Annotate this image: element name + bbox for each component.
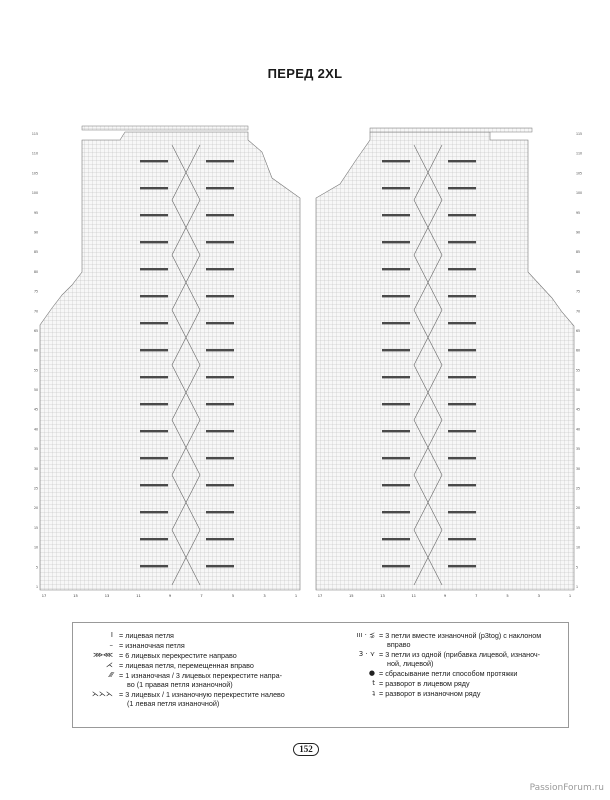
cable-cross-mark bbox=[448, 538, 476, 540]
column-number: 13 bbox=[380, 594, 385, 598]
cable-cross-mark bbox=[448, 349, 476, 351]
row-number: 55 bbox=[576, 368, 581, 373]
cable-cross-mark bbox=[206, 538, 234, 540]
row-number: 100 bbox=[31, 191, 38, 196]
legend-text bbox=[379, 650, 567, 668]
row-number: 85 bbox=[576, 250, 581, 255]
row-number: 5 bbox=[35, 565, 38, 570]
cable-cross-mark bbox=[140, 268, 168, 270]
row-number: 90 bbox=[33, 230, 38, 235]
legend-text-line: = лицевая петля bbox=[119, 631, 174, 640]
legend-item bbox=[73, 690, 323, 709]
legend-item bbox=[73, 651, 323, 661]
cable-cross-mark bbox=[448, 187, 476, 189]
cable-cross-mark bbox=[140, 160, 168, 162]
legend-text-line: = 3 лицевых / 1 изнаночную перекрестите налево bbox=[119, 690, 285, 699]
row-number: 95 bbox=[33, 210, 38, 215]
row-number: 10 bbox=[576, 545, 581, 550]
row-number: 20 bbox=[576, 506, 581, 511]
bind-off-icon: ● bbox=[368, 669, 375, 677]
row-number: 1 bbox=[576, 585, 579, 589]
row-number: 105 bbox=[576, 171, 583, 176]
row-number: 50 bbox=[576, 388, 581, 393]
legend-text bbox=[119, 671, 315, 689]
row-number: 75 bbox=[576, 289, 581, 294]
legend-item bbox=[73, 661, 323, 671]
cable-cross-mark bbox=[140, 376, 168, 378]
cable-cross-mark bbox=[206, 322, 234, 324]
row-number: 60 bbox=[33, 348, 38, 353]
legend-item bbox=[323, 679, 569, 689]
left-column-numbers bbox=[42, 594, 297, 598]
cable-cross-mark bbox=[206, 160, 234, 162]
cable-cross-mark bbox=[382, 538, 410, 540]
legend-text bbox=[119, 641, 315, 650]
row-number: 110 bbox=[576, 151, 583, 156]
cable-cross-mark bbox=[140, 322, 168, 324]
cable-cross-mark bbox=[382, 349, 410, 351]
row-number: 45 bbox=[33, 407, 38, 412]
cable-cross-mark bbox=[206, 376, 234, 378]
cable-cross-mark bbox=[382, 187, 410, 189]
legend-text-line: = изнаночная петля bbox=[119, 641, 185, 650]
legend-item bbox=[73, 641, 323, 651]
cable-cross-mark bbox=[448, 565, 476, 567]
legend-text-line: = 3 петли из одной (прибавка лицевой, изнаноч- bbox=[379, 650, 541, 659]
row-number: 105 bbox=[31, 171, 38, 176]
increase-3-icon: 3 · ⋎ bbox=[358, 650, 375, 658]
row-number: 25 bbox=[33, 486, 38, 491]
column-number: 3 bbox=[263, 594, 266, 598]
row-number: 65 bbox=[576, 328, 581, 333]
column-number: 1 bbox=[294, 594, 298, 598]
cable-cross-mark bbox=[140, 241, 168, 243]
cable-cross-mark bbox=[382, 457, 410, 459]
legend-text-continuation: (1 левая петля изнаночной) bbox=[127, 699, 220, 708]
column-number: 13 bbox=[104, 594, 110, 598]
legend-text bbox=[379, 669, 567, 678]
cable-cross-mark bbox=[206, 457, 234, 459]
cable-cross-mark bbox=[140, 430, 168, 432]
cable-cross-mark bbox=[448, 214, 476, 216]
cable-cross-mark bbox=[140, 565, 168, 567]
watermark: PassionForum.ru bbox=[529, 783, 604, 793]
cable-cross-mark bbox=[140, 187, 168, 189]
row-number: 110 bbox=[31, 151, 38, 156]
row-number: 80 bbox=[576, 269, 581, 274]
page-number: 152 bbox=[293, 743, 319, 756]
row-number: 80 bbox=[33, 269, 38, 274]
left-row-numbers bbox=[32, 132, 38, 589]
cable-cross-mark bbox=[382, 511, 410, 513]
cable-cross-mark bbox=[448, 241, 476, 243]
row-number: 85 bbox=[33, 250, 38, 255]
row-number: 115 bbox=[576, 132, 583, 136]
cable-cross-mark bbox=[206, 349, 234, 351]
cable-cross-mark bbox=[206, 268, 234, 270]
legend-item bbox=[73, 671, 323, 690]
row-number: 35 bbox=[33, 447, 38, 452]
legend-text-line: = 3 петли вместе изнаночной (p3tog) с наклоном bbox=[379, 631, 542, 640]
row-number: 30 bbox=[576, 466, 581, 471]
cable-cross-mark bbox=[206, 214, 234, 216]
cable-cross-mark bbox=[448, 160, 476, 162]
cross-right-icon: ⁄⁄⁄ bbox=[109, 671, 113, 679]
column-number: 9 bbox=[168, 594, 172, 598]
row-number: 75 bbox=[33, 289, 38, 294]
row-number: 40 bbox=[576, 427, 581, 432]
p3tog-icon: ııı · ⋨ bbox=[356, 631, 375, 639]
cable-cross-mark bbox=[448, 457, 476, 459]
column-number: 11 bbox=[136, 594, 141, 598]
cable-cross-mark bbox=[140, 457, 168, 459]
cable-6-right-icon: ⋙⋘ bbox=[93, 651, 113, 659]
column-number: 7 bbox=[475, 594, 478, 598]
row-number: 95 bbox=[576, 210, 581, 215]
legend-text bbox=[379, 631, 567, 649]
legend-text-line: = разворот в изнаночном ряду bbox=[379, 689, 481, 698]
cable-cross-mark bbox=[382, 565, 410, 567]
legend-text-line: = сбрасывание петли способом протяжки bbox=[379, 669, 518, 678]
cable-cross-mark bbox=[382, 268, 410, 270]
row-number: 55 bbox=[33, 368, 38, 373]
cable-cross-mark bbox=[448, 430, 476, 432]
legend-right-column bbox=[323, 631, 569, 699]
column-number: 15 bbox=[348, 594, 354, 598]
legend-text-line: = лицевая петля, перемещенная вправо bbox=[119, 661, 254, 670]
legend-text-continuation: вправо bbox=[387, 640, 411, 649]
page-title: ПЕРЕД 2XL bbox=[267, 66, 343, 81]
cable-cross-mark bbox=[206, 565, 234, 567]
right-column-numbers bbox=[318, 594, 571, 598]
cable-cross-mark bbox=[448, 511, 476, 513]
cable-cross-mark bbox=[206, 430, 234, 432]
cable-cross-mark bbox=[140, 511, 168, 513]
row-number: 15 bbox=[33, 525, 38, 530]
turn-rs-icon: t bbox=[372, 679, 375, 687]
row-number: 70 bbox=[33, 309, 38, 314]
column-number: 17 bbox=[317, 594, 323, 598]
knit-stitch-icon: I bbox=[110, 631, 113, 639]
row-number: 65 bbox=[33, 328, 38, 333]
right-top-strip bbox=[370, 128, 532, 132]
cable-cross-mark bbox=[382, 295, 410, 297]
legend-text bbox=[379, 689, 567, 698]
right-row-numbers bbox=[576, 132, 582, 589]
legend-text bbox=[119, 651, 315, 660]
column-number: 3 bbox=[537, 594, 540, 598]
row-number: 10 bbox=[33, 545, 38, 550]
cross-left-icon: ⋋⋋⋋ bbox=[92, 690, 113, 698]
cable-cross-mark bbox=[448, 403, 476, 405]
row-number: 30 bbox=[33, 466, 38, 471]
column-number: 17 bbox=[41, 594, 47, 598]
purl-stitch-icon: – bbox=[109, 641, 113, 649]
row-number: 50 bbox=[33, 388, 38, 393]
column-number: 5 bbox=[506, 594, 509, 598]
turn-ws-icon: ʇ bbox=[372, 689, 375, 697]
cable-cross-mark bbox=[382, 403, 410, 405]
column-number: 5 bbox=[231, 594, 235, 598]
column-number: 9 bbox=[443, 594, 447, 598]
legend-item bbox=[323, 669, 569, 679]
cable-cross-mark bbox=[206, 295, 234, 297]
legend-text-line: = разворот в лицевом ряду bbox=[379, 679, 470, 688]
cable-cross-mark bbox=[448, 484, 476, 486]
legend-text bbox=[379, 679, 567, 688]
row-number: 1 bbox=[35, 585, 38, 589]
knit-moved-right-icon: ⋌ bbox=[106, 661, 113, 669]
legend-item bbox=[323, 689, 569, 699]
cable-cross-mark bbox=[448, 268, 476, 270]
cable-cross-mark bbox=[140, 403, 168, 405]
column-number: 11 bbox=[411, 594, 417, 598]
cable-cross-mark bbox=[382, 322, 410, 324]
cable-cross-mark bbox=[140, 349, 168, 351]
right-chart-grid bbox=[316, 132, 574, 590]
row-number: 115 bbox=[31, 132, 38, 136]
legend-text-line: = 6 лицевых перекрестите направо bbox=[119, 651, 237, 660]
row-number: 5 bbox=[576, 565, 579, 570]
cable-cross-mark bbox=[140, 484, 168, 486]
legend-left-column bbox=[73, 631, 323, 709]
cable-cross-mark bbox=[448, 322, 476, 324]
cable-cross-mark bbox=[140, 295, 168, 297]
cable-cross-mark bbox=[448, 295, 476, 297]
cable-cross-mark bbox=[382, 376, 410, 378]
cable-cross-mark bbox=[382, 484, 410, 486]
row-number: 25 bbox=[576, 486, 581, 491]
left-chart-grid bbox=[40, 132, 300, 590]
cable-cross-mark bbox=[206, 241, 234, 243]
legend-text bbox=[119, 690, 315, 708]
left-top-strip bbox=[82, 126, 248, 130]
cable-cross-mark bbox=[206, 484, 234, 486]
legend-text bbox=[119, 661, 315, 670]
row-number: 100 bbox=[576, 191, 583, 196]
cable-cross-mark bbox=[382, 430, 410, 432]
legend-text-line: = 1 изнаночная / 3 лицевых перекрестите напра- bbox=[119, 671, 283, 680]
chart-legend bbox=[72, 622, 569, 728]
cable-cross-mark bbox=[382, 160, 410, 162]
row-number: 45 bbox=[576, 407, 581, 412]
legend-text bbox=[119, 631, 315, 640]
column-number: 15 bbox=[73, 594, 78, 598]
row-number: 90 bbox=[576, 230, 581, 235]
legend-item bbox=[323, 631, 569, 650]
legend-item bbox=[73, 631, 323, 641]
row-number: 40 bbox=[33, 427, 38, 432]
cable-cross-mark bbox=[448, 376, 476, 378]
cable-cross-mark bbox=[140, 214, 168, 216]
legend-text-continuation: во (1 правая петля изнаночной) bbox=[127, 680, 233, 689]
column-number: 7 bbox=[200, 594, 203, 598]
cable-cross-mark bbox=[140, 538, 168, 540]
cable-cross-mark bbox=[206, 187, 234, 189]
cable-cross-mark bbox=[382, 241, 410, 243]
cable-cross-mark bbox=[206, 403, 234, 405]
legend-text-continuation: ной, лицевой) bbox=[387, 659, 434, 668]
row-number: 15 bbox=[576, 525, 581, 530]
row-number: 35 bbox=[576, 447, 581, 452]
row-number: 70 bbox=[576, 309, 581, 314]
row-number: 20 bbox=[33, 506, 38, 511]
cable-cross-mark bbox=[206, 511, 234, 513]
row-number: 60 bbox=[576, 348, 581, 353]
column-number: 1 bbox=[568, 594, 572, 598]
cable-cross-mark bbox=[382, 214, 410, 216]
legend-item bbox=[323, 650, 569, 669]
